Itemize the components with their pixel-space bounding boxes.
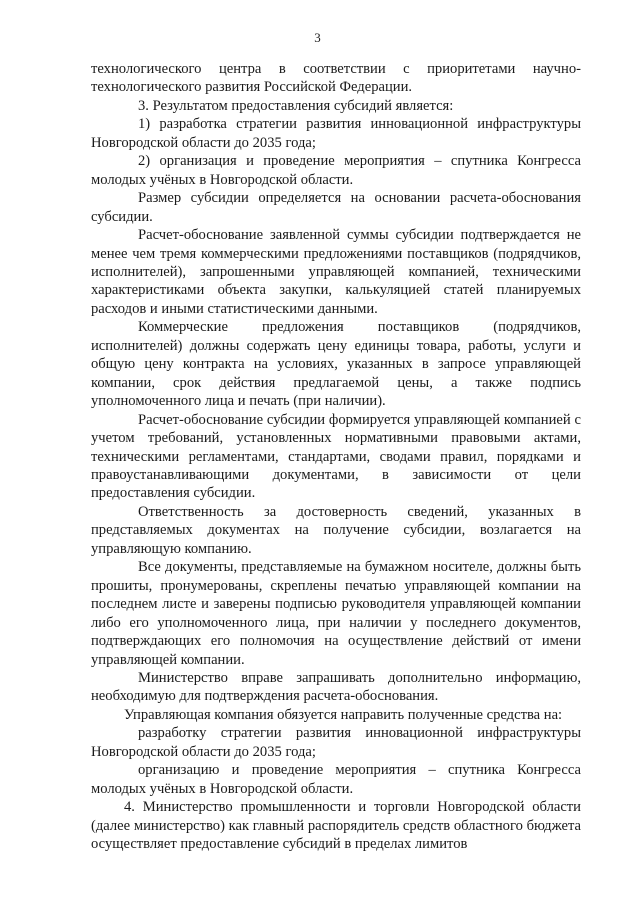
paragraph-commercial-offers: Коммерческие предложения поставщиков (подрядчиков, исполнителей) должны содержать цену единицы товара, работы, услуги и общую цену контракта на условиях, указанных в запросе управляющей компании, срок действия предлагаемой цены, а также подпись уполномоченного лица и печать (при наличии). (91, 319, 581, 410)
paragraph-calculation-confirmation: Расчет-обоснование заявленной суммы субсидии подтверждается не менее чем тремя коммерческими предложениями поставщиков (подрядчиков, исполнителей), запрошенными управляющей компанией, техническими характеристиками объекта закупки, калькуляцией статей планируемых расходов и иными статистическими данными. (91, 227, 581, 317)
paragraph-funds-item-1: разработку стратегии развития инновационной инфраструктуры Новгородской области до 2035 года; (91, 725, 581, 760)
page-number: 3 (314, 30, 321, 45)
paragraph-funds-direction: Управляющая компания обязуется направить полученные средства на: (124, 706, 563, 723)
paragraph-result-item-2: 2) организация и проведение мероприятия – спутника Конгресса молодых учёных в Новгородской области. (91, 153, 581, 188)
paragraph-paper-documents: Все документы, представляемые на бумажном носителе, должны быть прошиты, пронумерованы, скреплены печатью управляющей компании на последнем листе и заверены подписью руководителя управляющей компании либо его уполномоченного лица, при наличии у последнего документов, подтверждающих его полномочия на осуществление действий от имени управляющей компании. (91, 559, 581, 668)
document-body (91, 60, 581, 853)
paragraph-funds-item-2: организацию и проведение мероприятия – спутника Конгресса молодых учёных в Новгородской области. (91, 762, 581, 797)
paragraph-subsidy-size: Размер субсидии определяется на основании расчета-обоснования субсидии. (91, 190, 581, 225)
paragraph-calculation-formation: Расчет-обоснование субсидии формируется управляющей компанией с учетом требований, установленных нормативными правовыми актами, техническими регламентами, стандартами, сводами правил, порядками и правоустанавливающими документами, в зависимости от цели предоставления субсидии. (91, 411, 581, 502)
paragraph-result-item-1: 1) разработка стратегии развития инновационной инфраструктуры Новгородской области до 2035 года; (91, 116, 581, 151)
paragraph-section-4: 4. Министерство промышленности и торговли Новгородской области (далее министерство) как главный распорядитель средств областного бюджета осуществляет предоставление субсидий в пределах лимитов (91, 799, 581, 853)
paragraph-responsibility: Ответственность за достоверность сведений, указанных в представляемых документах на получение субсидии, возлагается на управляющую компанию. (91, 503, 581, 557)
paragraph-ministry-request: Министерство вправе запрашивать дополнительно информацию, необходимую для подтверждения расчета-обоснования. (91, 669, 581, 705)
paragraph-continuation: технологического центра в соответствии с приоритетами научно-технологического развития Российской Федерации. (91, 61, 581, 96)
paragraph-section-3: 3. Результатом предоставления субсидий является: (138, 97, 454, 114)
